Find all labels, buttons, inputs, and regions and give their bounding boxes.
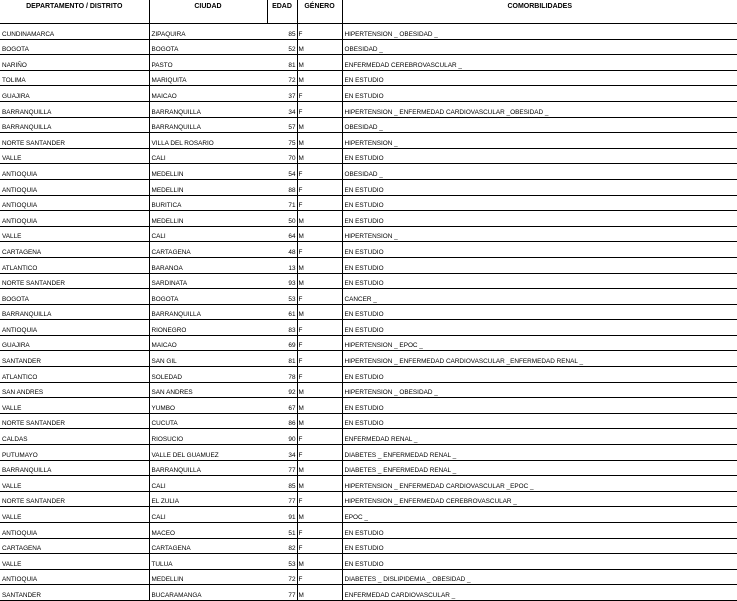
cell-genero: M: [297, 304, 342, 320]
cell-comorbilidades: HIPERTENSION _ ENFERMEDAD CARDIOVASCULAR _ENFERMEDAD RENAL _: [342, 351, 737, 367]
header-row: [0, 0, 737, 24]
table-row: [0, 101, 737, 117]
cell-genero: M: [297, 148, 342, 164]
cell-comorbilidades: HIPERTENSION _ ENFERMEDAD CARDIOVASCULAR _OBESIDAD _: [342, 101, 737, 117]
cell-edad: 90: [267, 429, 297, 445]
cell-genero: F: [297, 351, 342, 367]
table-row: [0, 55, 737, 71]
cell-ciudad: BARRANQUILLA: [149, 304, 267, 320]
cell-departamento: SANTANDER: [0, 585, 149, 601]
cell-edad: 67: [267, 398, 297, 414]
cell-genero: F: [297, 164, 342, 180]
cell-ciudad: MACEO: [149, 523, 267, 539]
cell-comorbilidades: HIPERTENSION _ OBESIDAD _: [342, 382, 737, 398]
cell-edad: 48: [267, 242, 297, 258]
cell-genero: F: [297, 445, 342, 461]
cell-genero: F: [297, 569, 342, 585]
cell-departamento: ANTIOQUIA: [0, 195, 149, 211]
cell-ciudad: SOLEDAD: [149, 367, 267, 383]
cell-ciudad: EL ZULIA: [149, 491, 267, 507]
cell-genero: F: [297, 195, 342, 211]
cell-comorbilidades: CANCER _: [342, 289, 737, 305]
table-row: [0, 398, 737, 414]
cell-departamento: VALLE: [0, 507, 149, 523]
header-genero: GÉNERO: [297, 0, 342, 24]
cell-genero: M: [297, 585, 342, 601]
cell-comorbilidades: HIPERTENSION _ ENFERMEDAD CARDIOVASCULAR _EPOC _: [342, 476, 737, 492]
cell-departamento: NORTE SANTANDER: [0, 413, 149, 429]
cell-departamento: BARRANQUILLA: [0, 101, 149, 117]
cell-comorbilidades: EN ESTUDIO: [342, 320, 737, 336]
cell-comorbilidades: HIPERTENSION _: [342, 226, 737, 242]
cell-edad: 72: [267, 569, 297, 585]
cell-ciudad: BURITICA: [149, 195, 267, 211]
cell-genero: M: [297, 39, 342, 55]
cell-genero: F: [297, 320, 342, 336]
cell-genero: F: [297, 289, 342, 305]
cell-ciudad: PASTO: [149, 55, 267, 71]
cell-genero: F: [297, 24, 342, 40]
cell-ciudad: VILLA DEL ROSARIO: [149, 133, 267, 149]
cell-ciudad: CARTAGENA: [149, 242, 267, 258]
cell-edad: 91: [267, 507, 297, 523]
cell-edad: 57: [267, 117, 297, 133]
table-row: [0, 585, 737, 601]
cell-departamento: NORTE SANTANDER: [0, 273, 149, 289]
table-row: [0, 335, 737, 351]
cell-genero: F: [297, 429, 342, 445]
cell-edad: 85: [267, 476, 297, 492]
header-ciudad: CIUDAD: [149, 0, 267, 24]
table-row: [0, 70, 737, 86]
cell-departamento: ATLANTICO: [0, 367, 149, 383]
cell-ciudad: BARRANQUILLA: [149, 101, 267, 117]
cell-comorbilidades: ENFERMEDAD CARDIOVASCULAR _: [342, 585, 737, 601]
cell-genero: M: [297, 382, 342, 398]
table-row: [0, 289, 737, 305]
cell-edad: 93: [267, 273, 297, 289]
table-row: [0, 320, 737, 336]
cell-departamento: VALLE: [0, 398, 149, 414]
cell-departamento: CARTAGENA: [0, 242, 149, 258]
cell-ciudad: MEDELLIN: [149, 569, 267, 585]
cell-comorbilidades: EN ESTUDIO: [342, 304, 737, 320]
table-row: [0, 538, 737, 554]
table-row: [0, 304, 737, 320]
cell-edad: 13: [267, 257, 297, 273]
cell-edad: 34: [267, 445, 297, 461]
table-row: [0, 117, 737, 133]
cell-ciudad: BARRANQUILLA: [149, 460, 267, 476]
table-row: [0, 257, 737, 273]
cell-comorbilidades: EN ESTUDIO: [342, 413, 737, 429]
cell-comorbilidades: ENFERMEDAD CEREBROVASCULAR _: [342, 55, 737, 71]
cell-comorbilidades: DIABETES _ ENFERMEDAD RENAL _: [342, 445, 737, 461]
cell-edad: 37: [267, 86, 297, 102]
cell-edad: 54: [267, 164, 297, 180]
cell-ciudad: SARDINATA: [149, 273, 267, 289]
cell-genero: F: [297, 242, 342, 258]
cell-departamento: ANTIOQUIA: [0, 320, 149, 336]
cell-departamento: CUNDINAMARCA: [0, 24, 149, 40]
cell-genero: M: [297, 226, 342, 242]
cell-departamento: VALLE: [0, 554, 149, 570]
cell-departamento: ANTIOQUIA: [0, 569, 149, 585]
table-row: [0, 242, 737, 258]
cell-comorbilidades: HIPERTENSION _: [342, 133, 737, 149]
cell-ciudad: CALI: [149, 226, 267, 242]
cell-genero: F: [297, 179, 342, 195]
cell-genero: F: [297, 491, 342, 507]
cell-departamento: GUAJIRA: [0, 86, 149, 102]
table-row: [0, 211, 737, 227]
table-row: [0, 195, 737, 211]
cell-departamento: ANTIOQUIA: [0, 164, 149, 180]
cell-ciudad: CALI: [149, 476, 267, 492]
cell-comorbilidades: EN ESTUDIO: [342, 367, 737, 383]
table-row: [0, 226, 737, 242]
table-row: [0, 569, 737, 585]
cell-edad: 86: [267, 413, 297, 429]
cell-comorbilidades: ENFERMEDAD RENAL _: [342, 429, 737, 445]
cell-comorbilidades: EN ESTUDIO: [342, 273, 737, 289]
table-row: [0, 476, 737, 492]
table-row: [0, 523, 737, 539]
cell-edad: 53: [267, 289, 297, 305]
cell-departamento: SANTANDER: [0, 351, 149, 367]
cell-genero: M: [297, 70, 342, 86]
cell-genero: F: [297, 101, 342, 117]
cell-edad: 71: [267, 195, 297, 211]
table-row: [0, 491, 737, 507]
cell-departamento: ANTIOQUIA: [0, 523, 149, 539]
cell-ciudad: MEDELLIN: [149, 211, 267, 227]
cell-edad: 34: [267, 101, 297, 117]
cell-ciudad: VALLE DEL GUAMUEZ: [149, 445, 267, 461]
cell-edad: 77: [267, 585, 297, 601]
cell-comorbilidades: EN ESTUDIO: [342, 195, 737, 211]
table-row: [0, 429, 737, 445]
cell-ciudad: RIONEGRO: [149, 320, 267, 336]
cell-ciudad: BOGOTA: [149, 39, 267, 55]
table-row: [0, 179, 737, 195]
cell-departamento: ANTIOQUIA: [0, 179, 149, 195]
cell-edad: 64: [267, 226, 297, 242]
cell-genero: M: [297, 413, 342, 429]
cell-ciudad: BOGOTA: [149, 289, 267, 305]
cell-genero: M: [297, 257, 342, 273]
cell-edad: 92: [267, 382, 297, 398]
table-row: [0, 24, 737, 40]
cell-edad: 52: [267, 39, 297, 55]
cell-edad: 77: [267, 460, 297, 476]
cell-comorbilidades: EN ESTUDIO: [342, 398, 737, 414]
cell-edad: 53: [267, 554, 297, 570]
cell-departamento: BARRANQUILLA: [0, 117, 149, 133]
table-row: [0, 133, 737, 149]
cell-edad: 83: [267, 320, 297, 336]
cell-ciudad: CALI: [149, 148, 267, 164]
cell-ciudad: SAN ANDRES: [149, 382, 267, 398]
cell-ciudad: MAICAO: [149, 86, 267, 102]
cell-ciudad: MEDELLIN: [149, 164, 267, 180]
table-row: [0, 164, 737, 180]
cell-comorbilidades: EN ESTUDIO: [342, 523, 737, 539]
cell-departamento: BARRANQUILLA: [0, 304, 149, 320]
cell-genero: M: [297, 211, 342, 227]
cell-edad: 77: [267, 491, 297, 507]
header-comorbilidades: COMORBILIDADES: [342, 0, 737, 24]
cell-ciudad: MARIQUITA: [149, 70, 267, 86]
cell-ciudad: CUCUTA: [149, 413, 267, 429]
cell-departamento: BOGOTA: [0, 289, 149, 305]
cell-ciudad: MAICAO: [149, 335, 267, 351]
header-departamento: DEPARTAMENTO / DISTRITO: [0, 0, 149, 24]
cell-edad: 82: [267, 538, 297, 554]
cell-genero: M: [297, 507, 342, 523]
cell-comorbilidades: EPOC _: [342, 507, 737, 523]
cell-edad: 69: [267, 335, 297, 351]
cell-genero: M: [297, 55, 342, 71]
cell-comorbilidades: EN ESTUDIO: [342, 538, 737, 554]
cell-departamento: BARRANQUILLA: [0, 460, 149, 476]
cell-edad: 50: [267, 211, 297, 227]
cell-edad: 70: [267, 148, 297, 164]
cell-genero: M: [297, 133, 342, 149]
cell-edad: 75: [267, 133, 297, 149]
cell-genero: F: [297, 523, 342, 539]
cell-departamento: ATLANTICO: [0, 257, 149, 273]
cell-departamento: PUTUMAYO: [0, 445, 149, 461]
cell-genero: M: [297, 117, 342, 133]
cell-edad: 81: [267, 55, 297, 71]
table-row: [0, 273, 737, 289]
cell-comorbilidades: OBESIDAD _: [342, 39, 737, 55]
cell-departamento: TOLIMA: [0, 70, 149, 86]
cell-comorbilidades: EN ESTUDIO: [342, 554, 737, 570]
table-row: [0, 507, 737, 523]
cell-genero: M: [297, 476, 342, 492]
cell-edad: 78: [267, 367, 297, 383]
cell-edad: 51: [267, 523, 297, 539]
cell-comorbilidades: EN ESTUDIO: [342, 86, 737, 102]
cell-comorbilidades: HIPERTENSION _ ENFERMEDAD CEREBROVASCULAR _: [342, 491, 737, 507]
cell-genero: F: [297, 335, 342, 351]
cell-edad: 61: [267, 304, 297, 320]
table-row: [0, 460, 737, 476]
table-row: [0, 382, 737, 398]
cell-comorbilidades: DIABETES _ ENFERMEDAD RENAL _: [342, 460, 737, 476]
cell-edad: 81: [267, 351, 297, 367]
cell-edad: 85: [267, 24, 297, 40]
cell-comorbilidades: HIPERTENSION _ EPOC _: [342, 335, 737, 351]
table-body: [0, 24, 737, 601]
cell-ciudad: BARANOA: [149, 257, 267, 273]
cell-ciudad: CARTAGENA: [149, 538, 267, 554]
cell-ciudad: MEDELLIN: [149, 179, 267, 195]
cell-departamento: NORTE SANTANDER: [0, 491, 149, 507]
cell-ciudad: BUCARAMANGA: [149, 585, 267, 601]
cell-departamento: CARTAGENA: [0, 538, 149, 554]
cell-departamento: VALLE: [0, 148, 149, 164]
cell-comorbilidades: EN ESTUDIO: [342, 211, 737, 227]
cell-comorbilidades: EN ESTUDIO: [342, 179, 737, 195]
cell-genero: M: [297, 460, 342, 476]
table-row: [0, 367, 737, 383]
table-row: [0, 351, 737, 367]
cell-comorbilidades: HIPERTENSION _ OBESIDAD _: [342, 24, 737, 40]
cell-comorbilidades: OBESIDAD _: [342, 117, 737, 133]
cell-comorbilidades: EN ESTUDIO: [342, 148, 737, 164]
cell-departamento: ANTIOQUIA: [0, 211, 149, 227]
cell-ciudad: TULUA: [149, 554, 267, 570]
cell-ciudad: BARRANQUILLA: [149, 117, 267, 133]
cell-ciudad: YUMBO: [149, 398, 267, 414]
cell-edad: 72: [267, 70, 297, 86]
cell-comorbilidades: DIABETES _ DISLIPIDEMIA _ OBESIDAD _: [342, 569, 737, 585]
cell-genero: F: [297, 538, 342, 554]
cell-genero: F: [297, 86, 342, 102]
cell-ciudad: ZIPAQUIRA: [149, 24, 267, 40]
cell-departamento: VALLE: [0, 226, 149, 242]
table-row: [0, 39, 737, 55]
cell-ciudad: SAN GIL: [149, 351, 267, 367]
table-row: [0, 554, 737, 570]
cell-departamento: BOGOTA: [0, 39, 149, 55]
table-row: [0, 445, 737, 461]
table-row: [0, 86, 737, 102]
header-edad: EDAD: [267, 0, 297, 24]
cell-comorbilidades: EN ESTUDIO: [342, 257, 737, 273]
table-row: [0, 148, 737, 164]
cell-departamento: GUAJIRA: [0, 335, 149, 351]
cell-departamento: NORTE SANTANDER: [0, 133, 149, 149]
cell-departamento: SAN ANDRES: [0, 382, 149, 398]
cell-comorbilidades: EN ESTUDIO: [342, 70, 737, 86]
cell-ciudad: RIOSUCIO: [149, 429, 267, 445]
cell-departamento: NARIÑO: [0, 55, 149, 71]
cell-departamento: VALLE: [0, 476, 149, 492]
cell-genero: M: [297, 273, 342, 289]
cell-genero: F: [297, 367, 342, 383]
cell-departamento: CALDAS: [0, 429, 149, 445]
cell-ciudad: CALI: [149, 507, 267, 523]
table-row: [0, 413, 737, 429]
cell-comorbilidades: OBESIDAD _: [342, 164, 737, 180]
cell-genero: M: [297, 554, 342, 570]
cell-comorbilidades: EN ESTUDIO: [342, 242, 737, 258]
cell-edad: 88: [267, 179, 297, 195]
cell-genero: M: [297, 398, 342, 414]
